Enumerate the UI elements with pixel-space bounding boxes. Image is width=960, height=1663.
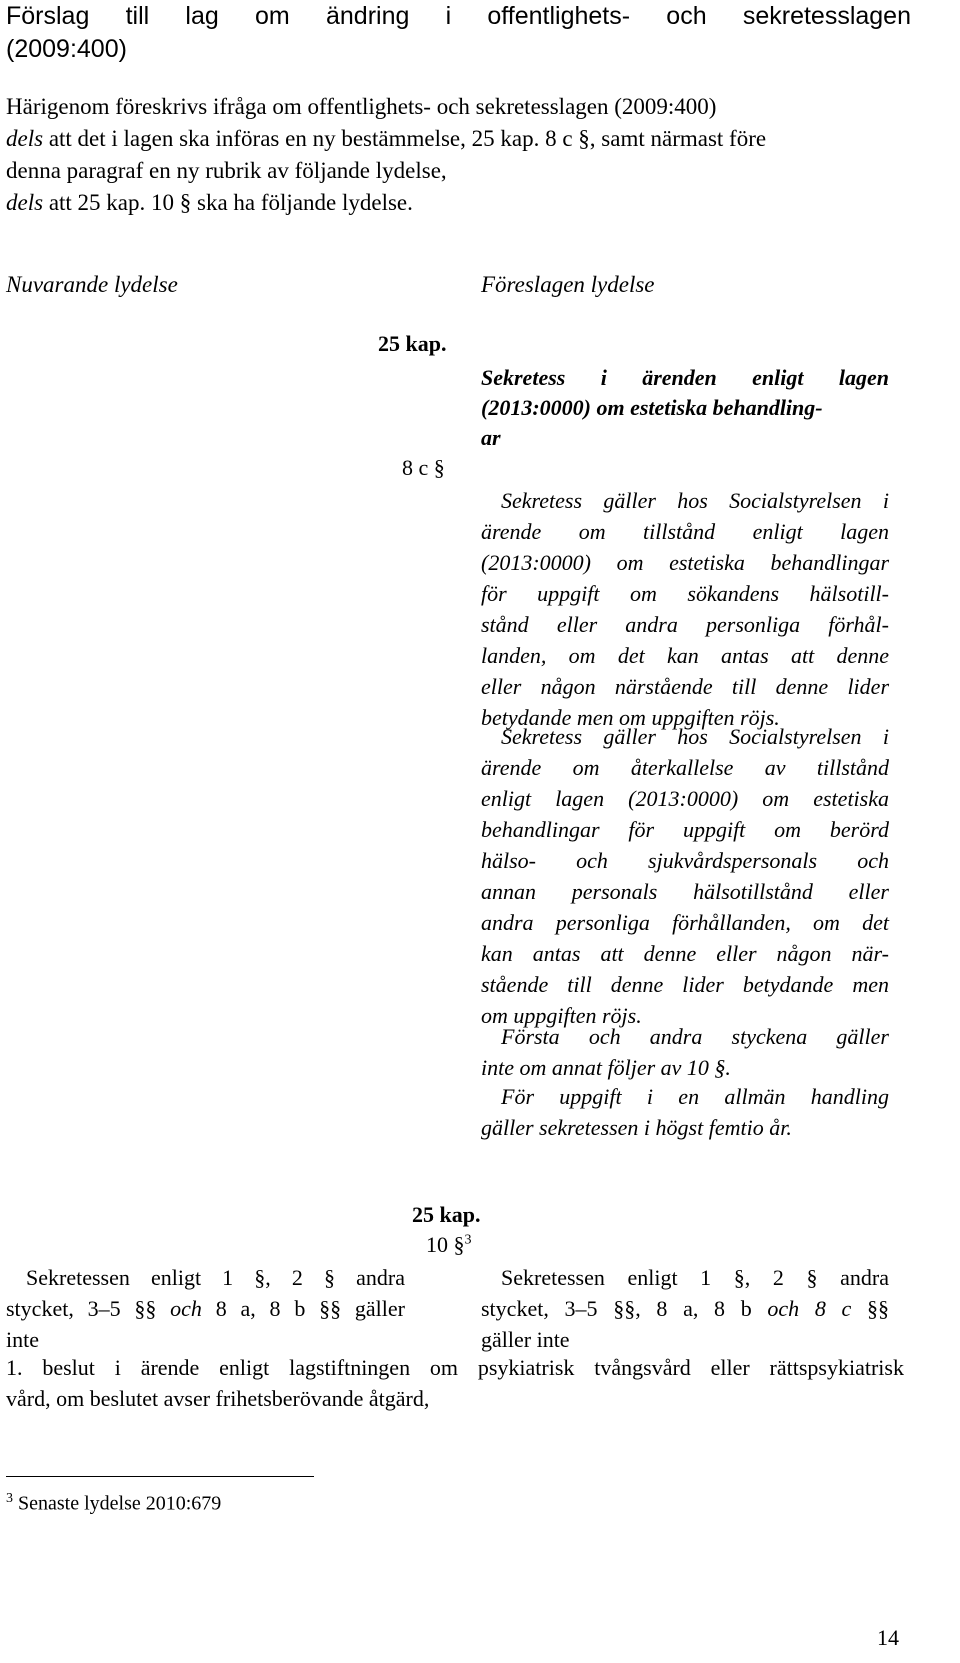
text-line: enligt lagen (2013:0000) om estetiska <box>481 786 889 811</box>
text-line: betydande men om uppgiften röjs. <box>481 705 780 730</box>
text-line <box>481 1293 889 1324</box>
text-line: eller någon närstående till denne lider <box>481 674 889 699</box>
text-line: inte <box>6 1327 39 1352</box>
text-part: 8 a, 8 b §§ gäller <box>201 1296 405 1321</box>
text-line: om uppgiften röjs. <box>481 1003 642 1028</box>
intro-dels-2: dels <box>6 190 44 215</box>
text-line <box>6 1293 405 1324</box>
item-1-line: 1. beslut i ärende enligt lagstiftningen om psykiatrisk tvångsvård eller rättspsykiatrisk <box>6 1355 904 1380</box>
intro-line-3: denna paragraf en ny rubrik av följande lydelse, <box>6 158 447 183</box>
paragraph-1 <box>481 485 889 733</box>
heading-line: (2013:0000) om estetiska behandling- <box>481 395 823 420</box>
text-line: gäller inte <box>481 1327 570 1352</box>
text-line: stånd eller andra personliga förhål- <box>481 612 889 637</box>
chapter-heading-25-kap-2: 25 kap. <box>412 1202 481 1227</box>
text-line: För uppgift i en allmän handling <box>501 1084 889 1109</box>
text-line: hälso- och sjukvårdspersonals och <box>481 848 889 873</box>
title-line-2: (2009:400) <box>6 35 127 63</box>
intro-line-2-text: att det i lagen ska införas en ny bestämmelse, 25 kap. 8 c §, samt närmast före <box>43 126 767 151</box>
intro-text <box>6 91 921 219</box>
text-line: stående till denne lider betydande men <box>481 972 889 997</box>
heading-line: ar <box>481 425 501 450</box>
text-line: ärende om tillstånd enligt lagen <box>481 519 889 544</box>
text-line: landen, om det kan antas att denne <box>481 643 889 668</box>
proposed-wording <box>481 1262 889 1355</box>
text-line: Sekretess gäller hos Socialstyrelsen i <box>501 724 889 749</box>
footnote-separator <box>6 1476 314 1477</box>
section-heading-aesthetic <box>481 363 889 453</box>
text-line: Sekretessen enligt 1 §, 2 § andra <box>501 1265 889 1290</box>
text-line: inte om annat följer av 10 §. <box>481 1055 731 1080</box>
text-line: gäller sekretessen i högst femtio år. <box>481 1115 792 1140</box>
intro-dels-1: dels <box>6 126 44 151</box>
footnote <box>6 1491 221 1516</box>
text-line: Första och andra styckena gäller <box>501 1024 889 1049</box>
text-emphasis: och <box>170 1296 202 1321</box>
paragraph-number-10 <box>426 1232 472 1258</box>
item-list <box>6 1352 904 1414</box>
text-line: (2013:0000) om estetiska behandlingar <box>481 550 889 575</box>
item-1-line: vård, om beslutet avser frihetsberövande åtgärd, <box>6 1386 430 1411</box>
footnote-number: 3 <box>6 1491 13 1506</box>
paragraph-3 <box>481 1021 889 1083</box>
paragraph-10-label: 10 § <box>426 1232 465 1257</box>
heading-line: Sekretess i ärenden enligt lagen <box>481 365 889 390</box>
text-emphasis: och 8 c <box>767 1296 852 1321</box>
paragraph-4 <box>481 1081 889 1143</box>
intro-line-1: Härigenom föreskrivs ifråga om offentlighets- och sekretesslagen (2009:400) <box>6 94 717 119</box>
text-line: för uppgift om sökandens hälsotill- <box>481 581 889 606</box>
text-line: andra personliga förhållanden, om det <box>481 910 889 935</box>
footnote-ref: 3 <box>464 1232 472 1248</box>
intro-line-4-text: att 25 kap. 10 § ska ha följande lydelse. <box>43 190 413 215</box>
footnote-text: Senaste lydelse 2010:679 <box>13 1492 222 1515</box>
intro-line-4 <box>6 187 921 219</box>
text-line: ärende om återkallelse av tillstånd <box>481 755 889 780</box>
text-line: behandlingar för uppgift om berörd <box>481 817 889 842</box>
text-line: kan antas att denne eller någon när- <box>481 941 889 966</box>
chapter-heading-25-kap-1: 25 kap. <box>378 331 447 356</box>
text-part: stycket, 3–5 §§, 8 a, 8 b <box>481 1296 768 1321</box>
text-line: annan personals hälsotillstånd eller <box>481 879 889 904</box>
column-header-proposed: Föreslagen lydelse <box>481 272 655 297</box>
text-part: §§ <box>851 1296 889 1321</box>
column-header-current: Nuvarande lydelse <box>6 272 178 297</box>
text-line: Sekretessen enligt 1 §, 2 § andra <box>26 1265 405 1290</box>
current-wording <box>6 1262 405 1355</box>
text-line: Sekretess gäller hos Socialstyrelsen i <box>501 488 889 513</box>
text-part: stycket, 3–5 §§ <box>6 1296 171 1321</box>
page-number: 14 <box>877 1625 899 1650</box>
paragraph-2 <box>481 721 889 1031</box>
title-line-1: Förslag till lag om ändring i offentlighets- och sekretesslagen <box>6 2 911 30</box>
paragraph-number-8c: 8 c § <box>402 455 445 480</box>
document-title <box>6 0 911 66</box>
intro-line-2 <box>6 123 921 155</box>
